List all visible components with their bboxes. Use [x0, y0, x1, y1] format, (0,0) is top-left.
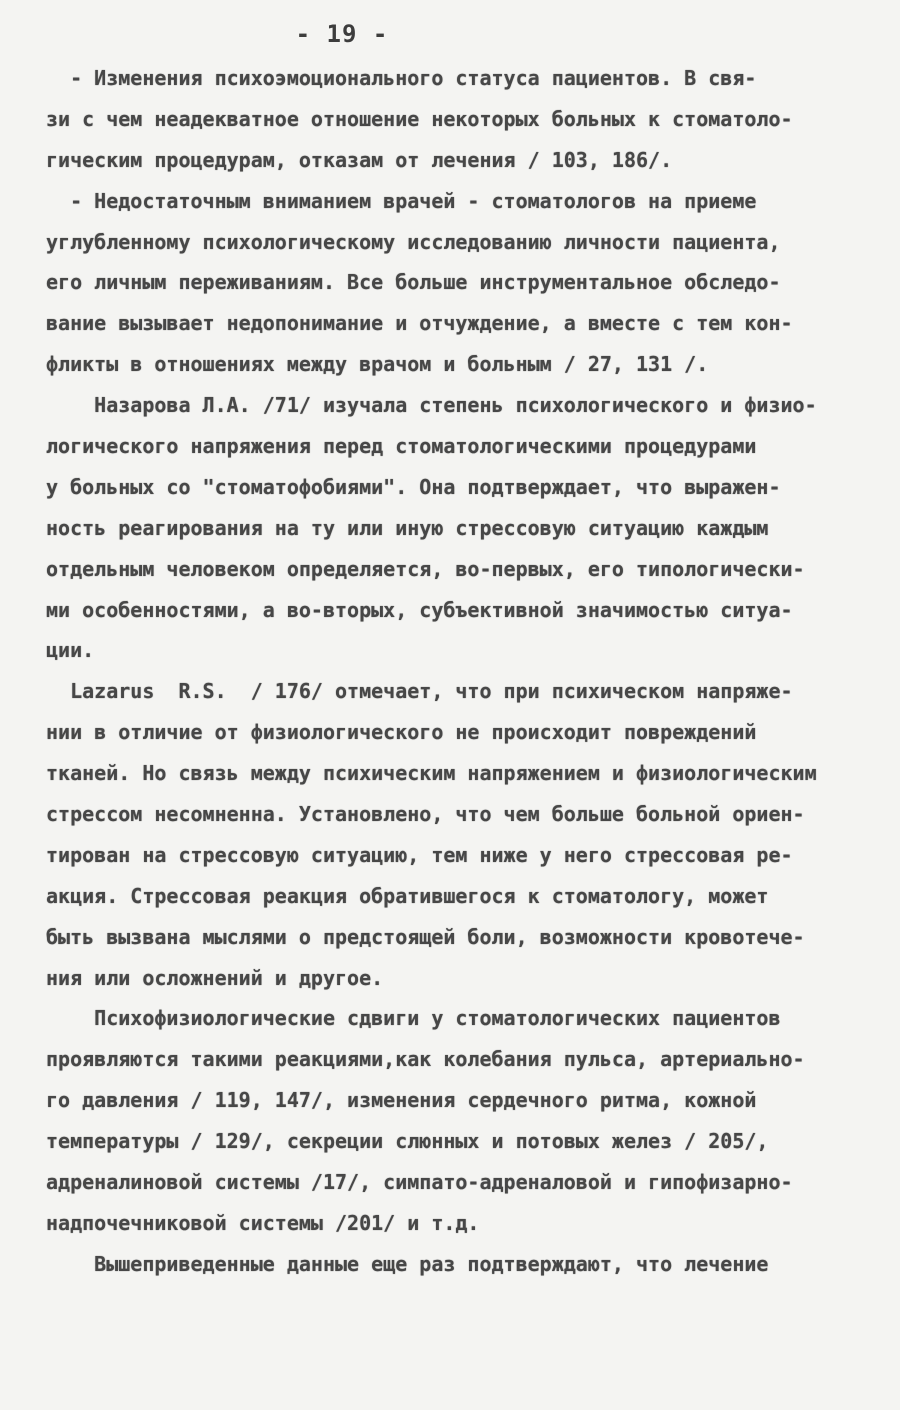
text-line: Lazarus R.S. / 176/ отмечает, что при психическом напряже-: [46, 679, 793, 704]
text-line: ми особенностями, а во-вторых, субъективной значимостью ситуа-: [46, 597, 793, 622]
text-line: углубленному психологическому исследованию личности пациента,: [46, 229, 781, 254]
paragraph: [46, 671, 866, 998]
text-line: логического напряжения перед стоматологическими процедурами: [46, 434, 757, 459]
text-line: Вышеприведенные данные еще раз подтверждают, что лечение: [46, 1251, 769, 1276]
paragraph: [46, 385, 866, 671]
text-line: ния или осложнений и другое.: [46, 965, 384, 990]
text-line: го давления / 119, 147/, изменения сердечного ритма, кожной: [46, 1088, 757, 1113]
text-line: проявляются такими реакциями,как колебания пульса, артериально-: [46, 1047, 805, 1072]
text-line: нии в отличие от физиологического не происходит повреждений: [46, 720, 757, 745]
text-line: ность реагирования на ту или иную стрессовую ситуацию каждым: [46, 515, 769, 540]
text-line: тканей. Но связь между психическим напряжением и физиологическим: [46, 761, 817, 786]
paragraph: [46, 181, 866, 385]
text-line: вание вызывает недопонимание и отчуждение, а вместе с тем кон-: [46, 311, 793, 336]
text-line: у больных со "стоматофобиями". Она подтверждает, что выражен-: [46, 474, 781, 499]
text-line: ции.: [46, 638, 95, 663]
text-line: - Недостаточным вниманием врачей - стоматологов на приеме: [46, 188, 757, 213]
text-line: тирован на стрессовую ситуацию, тем ниже у него стрессовая ре-: [46, 842, 793, 867]
page-number: - 19 -: [295, 20, 389, 48]
paragraph: [46, 998, 866, 1243]
text-line: зи с чем неадекватное отношение некоторых больных к стоматоло-: [46, 106, 793, 131]
text-line: фликты в отношениях между врачом и больным / 27, 131 /.: [46, 352, 709, 377]
text-line: быть вызвана мыслями о предстоящей боли, возможности кровотече-: [46, 924, 805, 949]
text-line: Назарова Л.А. /71/ изучала степень психологического и физио-: [46, 393, 817, 418]
text-line: надпочечниковой системы /201/ и т.д.: [46, 1210, 480, 1235]
text-line: - Изменения психоэмоционального статуса пациентов. В свя-: [46, 66, 757, 90]
text-line: температуры / 129/, секреции слюнных и потовых желез / 205/,: [46, 1129, 769, 1154]
text-line: его личным переживаниям. Все больше инструментальное обследо-: [46, 270, 781, 295]
document-body: [46, 58, 866, 1285]
paragraph: [46, 1244, 866, 1285]
text-line: Психофизиологические сдвиги у стоматологических пациентов: [46, 1006, 781, 1031]
text-line: отдельным человеком определяется, во-первых, его типологически-: [46, 556, 805, 581]
text-line: адреналиновой системы /17/, симпато-адреналовой и гипофизарно-: [46, 1170, 793, 1195]
text-line: стрессом несомненна. Установлено, что чем больше больной ориен-: [46, 802, 805, 827]
text-line: гическим процедурам, отказам от лечения / 103, 186/.: [46, 147, 673, 172]
text-line: акция. Стрессовая реакция обратившегося к стоматологу, может: [46, 883, 769, 908]
paragraph: [46, 58, 866, 181]
